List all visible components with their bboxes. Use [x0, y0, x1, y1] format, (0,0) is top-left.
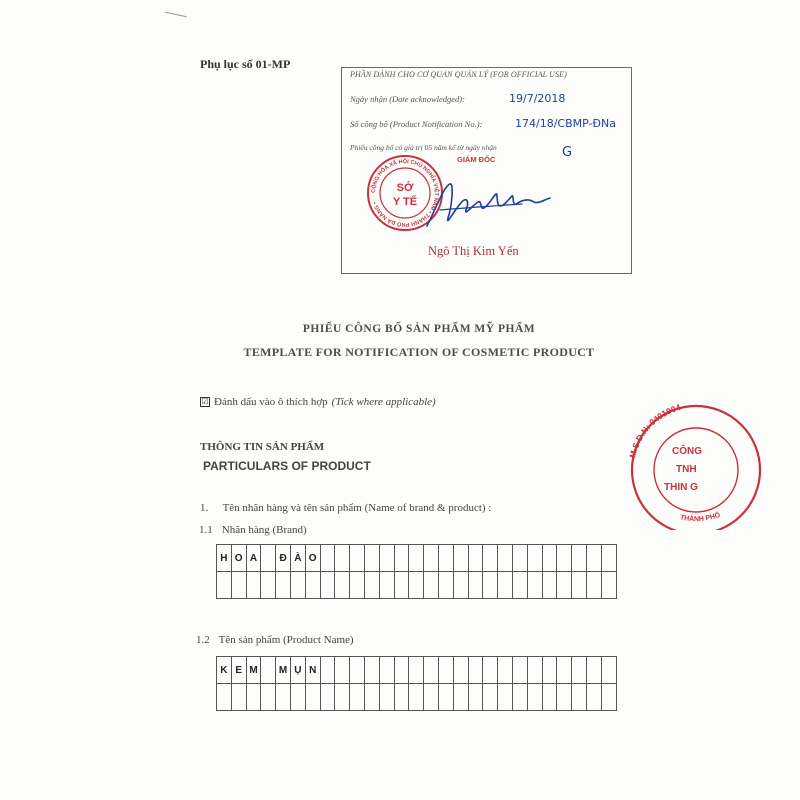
product-grid-cell[interactable]	[379, 657, 394, 684]
product-grid-cell[interactable]	[261, 657, 276, 684]
product-grid-cell[interactable]	[409, 684, 424, 711]
tick-instruction-vn: Đánh dấu vào ô thích hợp	[214, 396, 328, 408]
question-1-2-text: Tên sản phẩm (Product Name)	[218, 634, 354, 646]
official-box-header: PHẦN DÀNH CHO CƠ QUAN QUẢN LÝ (FOR OFFICIAL USE)	[350, 70, 567, 79]
brand-grid-cell[interactable]	[231, 572, 246, 599]
brand-grid-cell[interactable]	[276, 572, 291, 599]
stamp-line-1: CÔNG	[672, 446, 702, 457]
brand-grid-cell[interactable]	[453, 572, 468, 599]
product-grid-cell[interactable]	[305, 684, 320, 711]
question-1-number: 1.	[200, 502, 209, 514]
question-1	[200, 502, 491, 514]
brand-grid-cell[interactable]	[350, 545, 365, 572]
product-grid-cell[interactable]	[498, 684, 513, 711]
product-grid-cell[interactable]: K	[217, 657, 232, 684]
product-grid-cell[interactable]: M	[276, 657, 291, 684]
product-grid-cell[interactable]	[320, 657, 335, 684]
tick-instruction-en: (Tick where applicable)	[331, 396, 436, 408]
stamp-line-3: THIN G	[664, 482, 698, 493]
product-grid-cell[interactable]	[438, 684, 453, 711]
brand-grid-cell[interactable]	[350, 572, 365, 599]
product-grid-cell[interactable]: Ụ	[290, 657, 305, 684]
product-grid-cell[interactable]	[512, 684, 527, 711]
brand-grid-cell[interactable]	[379, 572, 394, 599]
brand-grid-cell[interactable]	[409, 572, 424, 599]
appendix-label: Phụ lục số 01-MP	[200, 57, 291, 71]
scan-artifact-line	[165, 12, 187, 18]
product-grid-cell[interactable]	[261, 684, 276, 711]
brand-grid-cell[interactable]	[527, 572, 542, 599]
brand-grid-cell[interactable]	[483, 545, 498, 572]
brand-grid-cell[interactable]	[468, 545, 483, 572]
product-grid-cell[interactable]	[335, 684, 350, 711]
brand-grid-cell[interactable]	[601, 545, 616, 572]
brand-grid-row	[217, 572, 617, 599]
brand-grid-cell[interactable]	[498, 572, 513, 599]
product-grid-cell[interactable]	[512, 657, 527, 684]
brand-grid-cell[interactable]	[335, 545, 350, 572]
product-grid-cell[interactable]	[290, 684, 305, 711]
product-grid-cell[interactable]	[557, 684, 572, 711]
tick-instruction	[200, 396, 436, 408]
product-grid-cell[interactable]	[394, 684, 409, 711]
brand-grid-cell[interactable]	[424, 545, 439, 572]
brand-grid-cell[interactable]: A	[246, 545, 261, 572]
validity-handwritten-mark: G	[562, 145, 573, 160]
brand-grid-cell[interactable]	[572, 572, 587, 599]
brand-grid-cell[interactable]	[261, 545, 276, 572]
product-grid-cell[interactable]	[572, 657, 587, 684]
product-grid-cell[interactable]	[586, 684, 601, 711]
product-grid-cell[interactable]	[350, 684, 365, 711]
seal-center-line-2: Y TẾ	[392, 196, 418, 208]
director-title: GIÁM ĐỐC	[457, 155, 496, 164]
brand-grid-cell[interactable]	[305, 572, 320, 599]
brand-grid-cell[interactable]	[409, 545, 424, 572]
brand-grid-cell[interactable]	[557, 545, 572, 572]
product-grid-cell[interactable]	[217, 684, 232, 711]
product-grid-cell[interactable]	[572, 684, 587, 711]
brand-grid-cell[interactable]: O	[305, 545, 320, 572]
brand-grid-cell[interactable]	[557, 572, 572, 599]
seal-ring-text: CỘNG HÒA XÃ HỘI CHỦ NGHĨA VIỆT NAM • THÀNH PHỐ ĐÀ NẴNG •	[370, 158, 440, 228]
brand-grid-cell[interactable]	[320, 572, 335, 599]
checkbox-icon: ☑	[201, 397, 209, 406]
product-grid-cell[interactable]	[468, 684, 483, 711]
brand-grid-cell[interactable]	[586, 572, 601, 599]
brand-grid-cell[interactable]	[586, 545, 601, 572]
brand-grid-cell[interactable]	[498, 545, 513, 572]
brand-grid-cell[interactable]	[572, 545, 587, 572]
question-1-1	[199, 524, 307, 536]
brand-grid-cell[interactable]	[601, 572, 616, 599]
section-heading-vn: THÔNG TIN SẢN PHẨM	[200, 441, 325, 453]
product-grid-cell[interactable]	[483, 657, 498, 684]
brand-grid-cell[interactable]	[483, 572, 498, 599]
brand-grid-cell[interactable]	[512, 545, 527, 572]
brand-grid-cell[interactable]	[438, 545, 453, 572]
brand-grid-cell[interactable]: À	[290, 545, 305, 572]
brand-grid-cell[interactable]	[320, 545, 335, 572]
product-grid-cell[interactable]	[350, 657, 365, 684]
stamp-line-2: TNH	[676, 464, 697, 475]
product-grid-cell[interactable]	[586, 657, 601, 684]
product-grid-cell[interactable]: E	[231, 657, 246, 684]
product-grid-cell[interactable]	[438, 657, 453, 684]
stamp-ring-bottom: THÀNH PHỐ	[679, 511, 722, 524]
product-grid-cell[interactable]	[453, 657, 468, 684]
brand-grid-row	[217, 545, 617, 572]
product-grid-cell[interactable]: N	[305, 657, 320, 684]
brand-grid-cell[interactable]	[542, 572, 557, 599]
brand-grid-cell[interactable]	[246, 572, 261, 599]
brand-name-grid	[216, 544, 617, 599]
product-grid-cell[interactable]	[527, 657, 542, 684]
product-grid-row	[217, 684, 617, 711]
brand-grid-cell[interactable]	[542, 545, 557, 572]
product-grid-cell[interactable]: M	[246, 657, 261, 684]
product-grid-cell[interactable]	[335, 657, 350, 684]
brand-grid-cell[interactable]	[261, 572, 276, 599]
question-1-2-number: 1.2	[196, 634, 210, 646]
brand-grid-cell[interactable]: O	[231, 545, 246, 572]
product-grid-cell[interactable]	[394, 657, 409, 684]
date-acknowledged-value: 19/7/2018	[509, 92, 566, 105]
brand-grid-cell[interactable]	[394, 545, 409, 572]
question-1-2	[196, 634, 354, 646]
product-grid-cell[interactable]	[542, 657, 557, 684]
product-grid-row	[217, 657, 617, 684]
brand-grid-cell[interactable]	[453, 545, 468, 572]
product-grid-cell[interactable]	[424, 657, 439, 684]
brand-grid-cell[interactable]	[438, 572, 453, 599]
brand-grid-cell[interactable]	[290, 572, 305, 599]
brand-grid-cell[interactable]	[335, 572, 350, 599]
brand-grid-cell[interactable]	[527, 545, 542, 572]
product-grid-cell[interactable]	[320, 684, 335, 711]
stamp-ring-top: M.S.D.N: 0401904	[627, 402, 682, 459]
notification-number-label: Số công bố (Product Notification No.):	[350, 119, 483, 129]
question-1-1-text: Nhãn hàng (Brand)	[221, 524, 307, 536]
brand-grid-cell[interactable]: H	[217, 545, 232, 572]
product-grid-cell[interactable]	[542, 684, 557, 711]
product-grid-cell[interactable]	[231, 684, 246, 711]
question-1-text: Tên nhãn hàng và tên sản phẩm (Name of brand & product) :	[222, 502, 492, 514]
company-stamp	[620, 400, 800, 530]
notification-number-value: 174/18/CBMP-ĐNa	[515, 117, 616, 130]
product-name-grid	[216, 656, 617, 711]
product-grid-cell[interactable]	[557, 657, 572, 684]
product-grid-cell[interactable]	[601, 657, 616, 684]
section-heading-en: PARTICULARS OF PRODUCT	[203, 459, 371, 473]
date-acknowledged-label: Ngày nhận (Date acknowledged):	[350, 94, 465, 104]
brand-grid-cell[interactable]	[364, 572, 379, 599]
brand-grid-cell[interactable]: Đ	[276, 545, 291, 572]
product-grid-cell[interactable]	[409, 657, 424, 684]
product-grid-cell[interactable]	[527, 684, 542, 711]
brand-grid-cell[interactable]	[217, 572, 232, 599]
product-grid-cell[interactable]	[498, 657, 513, 684]
product-grid-cell[interactable]	[483, 684, 498, 711]
brand-grid-cell[interactable]	[394, 572, 409, 599]
product-grid-cell[interactable]	[424, 684, 439, 711]
product-grid-cell[interactable]	[468, 657, 483, 684]
brand-grid-cell[interactable]	[468, 572, 483, 599]
product-grid-cell[interactable]	[453, 684, 468, 711]
product-grid-cell[interactable]	[364, 684, 379, 711]
question-1-1-number: 1.1	[199, 524, 213, 536]
product-grid-cell[interactable]	[364, 657, 379, 684]
product-grid-cell[interactable]	[246, 684, 261, 711]
brand-grid-cell[interactable]	[424, 572, 439, 599]
brand-grid-cell[interactable]	[512, 572, 527, 599]
brand-grid-cell[interactable]	[364, 545, 379, 572]
director-signature	[422, 176, 562, 236]
seal-center-line-1: SỞ	[396, 182, 414, 194]
product-grid-cell[interactable]	[276, 684, 291, 711]
director-name: Ngô Thị Kim Yến	[428, 244, 519, 258]
brand-grid-cell[interactable]	[379, 545, 394, 572]
form-title-vietnamese: PHIẾU CÔNG BỐ SẢN PHẨM MỸ PHẨM	[302, 323, 536, 335]
form-title-english: TEMPLATE FOR NOTIFICATION OF COSMETIC PRODUCT	[243, 345, 595, 359]
product-grid-cell[interactable]	[601, 684, 616, 711]
official-use-box	[341, 67, 632, 274]
validity-note: Phiếu công bố có giá trị 05 năm kể từ ngày nhận	[350, 143, 497, 152]
product-grid-cell[interactable]	[379, 684, 394, 711]
